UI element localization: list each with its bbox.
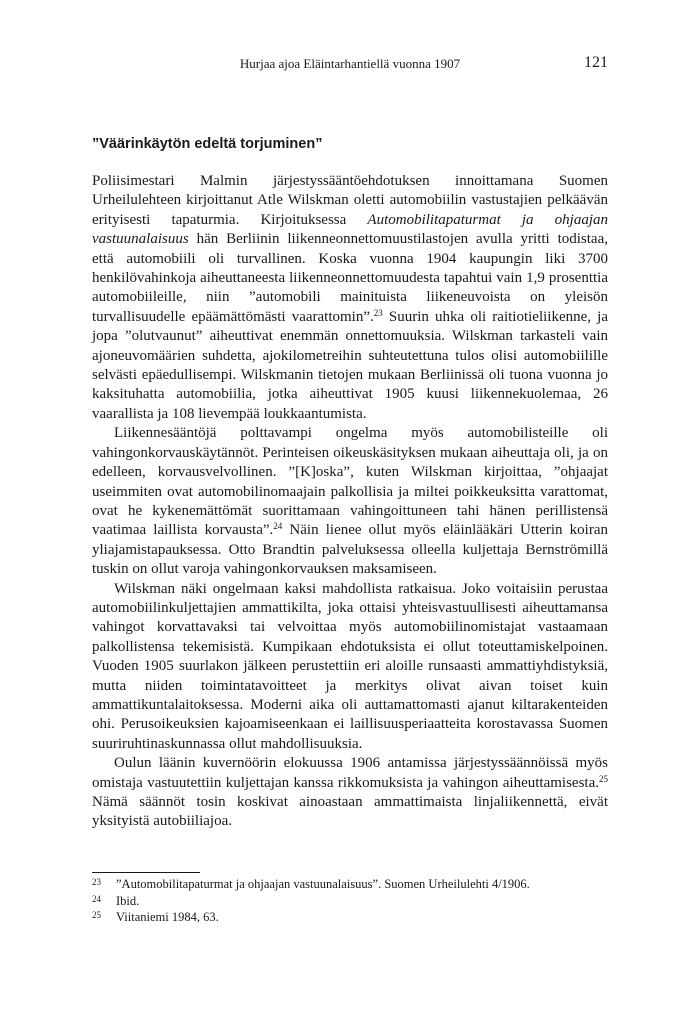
footnote-number: 23: [92, 877, 101, 887]
footnote: [92, 893, 608, 910]
body-text: [92, 172, 608, 832]
section-title: ”Väärinkäytön edeltä torjuminen”: [92, 136, 323, 152]
paragraph-text: Liikennesääntöjä polttavampi ongelma myös automobilisteille oli vahingonkorvauskäytännöt. Perinteisen oikeuskäsityksen mukaan aiheuttaja oli, ja on edelleen, korvausvelvollinen. ”[K]oska”, kuten Wilskman kirjoittaa, ”ohjaajat useimmiten ovat automobilinomaajain palkollisia ja miltei poikkeuksitta varattomat, ovat he kykenemättömät suorittamaan vahingoittuneen tahi hänen perillistensä vaatimaa laillista korvausta”.: [92, 425, 608, 539]
page-number: 121: [584, 54, 608, 71]
running-header: [92, 54, 608, 74]
footnote-ref: 24: [273, 521, 283, 532]
paragraph-text: Poliisimestari Malmin järjestyssääntöehdotuksen innoittamana Suomen Urheilulehteen kirjoittanut Atle Wilskman oletti automobiilin vastustajien pelkäävän erityisesti tapaturmia. Kirjoituksessa: [92, 173, 608, 228]
paragraph-2: [92, 424, 608, 579]
footnote-number: 24: [92, 893, 101, 904]
footnote-ref: 23: [373, 307, 383, 318]
footnote-ref: 25: [599, 773, 608, 784]
footnote: [92, 876, 608, 893]
running-title: Hurjaa ajoa Eläintarhantiellä vuonna 1907: [239, 56, 461, 71]
footnote-number: 25: [92, 910, 101, 920]
paragraph-text: Wilskman näki ongelmaan kaksi mahdollista ratkaisua. Joko voitaisiin perustaa automobiilinkuljettajien ammattikilta, joka ottaisi yhteisvastuullisesti aiheuttamansa vahingot korvattavaksi tai velvoittaa myös automobiilinomistajat vastaamaan palkollistensa tekemisistä. Kumpikaan ehdotuksista ei ollut toteuttamiskelpoinen. Vuoden 1905 suurlakon jälkeen perustettiin eri aloille runsaasti ammattiyhdistyksiä, mutta niiden toimintatavoitteet ja merkitys olivat aivan toiset kuin ammattikuntalaitoksessa. Moderni aika oli auttamattomasti ajanut kiltarakenteiden ohi. Perusoikeuksien kajoamiseenkaan ei laillisuusperiaatteita korostavassa Suomen suuriruhtinaskunnassa ollut mahdollisuuksia.: [92, 580, 608, 752]
footnote-text: Ibid.: [116, 893, 140, 908]
paragraph-text: Näin lienee ollut myös eläinlääkäri Utterin koiran yliajamistapauksessa. Otto Brandtin palveluksessa olleella kuljettaja Bernströmillä tuskin on ollut varoja vahingonkorvauksen maksamiseen.: [92, 522, 608, 578]
footnotes: [92, 876, 608, 926]
footnote-text: ”Automobilitapaturmat ja ohjaajan vastuunalaisuus”. Suomen Urheilulehti 4/1906.: [116, 877, 530, 891]
paragraph-3: [92, 580, 608, 755]
paragraph-1: [92, 172, 608, 424]
paragraph-text: Suurin uhka oli raitiotieliikenne, ja jopa ”olutvaunut” aiheuttivat enemmän onnettomuuksia. Wilskman tarkasteli vain ajoneuvomäärien suhdetta, ajokilometreihin suhteutettuna tulos olisi automobiilille selvästi epäedullisempi. Wilskmanin tietojen mukaan Berliinissä oli tuona vuonna jo kaksituhatta automobiilia, jotka aiheuttivat 1905 kuusi liikennekuolemaa, 26 vaarallista ja 108 lievempää loukkaantumista.: [92, 308, 608, 422]
article-title-italic: Automobilitapaturmat ja ohjaajan vastuunalaisuus: [92, 211, 608, 248]
footnote-rule: [92, 872, 200, 873]
paragraph-4: [92, 754, 608, 832]
paragraph-text: Nämä säännöt tosin koskivat ainoastaan ammattimaista linjaliikennettä, eivät yksityistä autobiiliajoa.: [92, 794, 608, 830]
footnote: [92, 909, 608, 926]
paragraph-text: hän Berliinin liikenneonnettomuustilastojen avulla yritti todistaa, että automobiili oli turvallinen. Koska vuonna 1904 kaupungin liki 3700 henkilövahinkoja aiheuttaneesta liikenneonnettomuudesta tapahtui vain 1,9 prosenttia automobiileille, niin ”automobili mainituista liikeneuvoista on yleisön turvallisuudelle epäämättömästi vaarattomin”.: [92, 231, 608, 325]
footnote-text: Viitaniemi 1984, 63.: [116, 910, 219, 924]
paragraph-text: Oulun läänin kuvernöörin elokuussa 1906 antamissa järjestyssäännöissä myös omistaja vastuutettiin kuljettajan kanssa rikkomuksista ja vahingon aiheuttamisesta.: [92, 755, 608, 791]
